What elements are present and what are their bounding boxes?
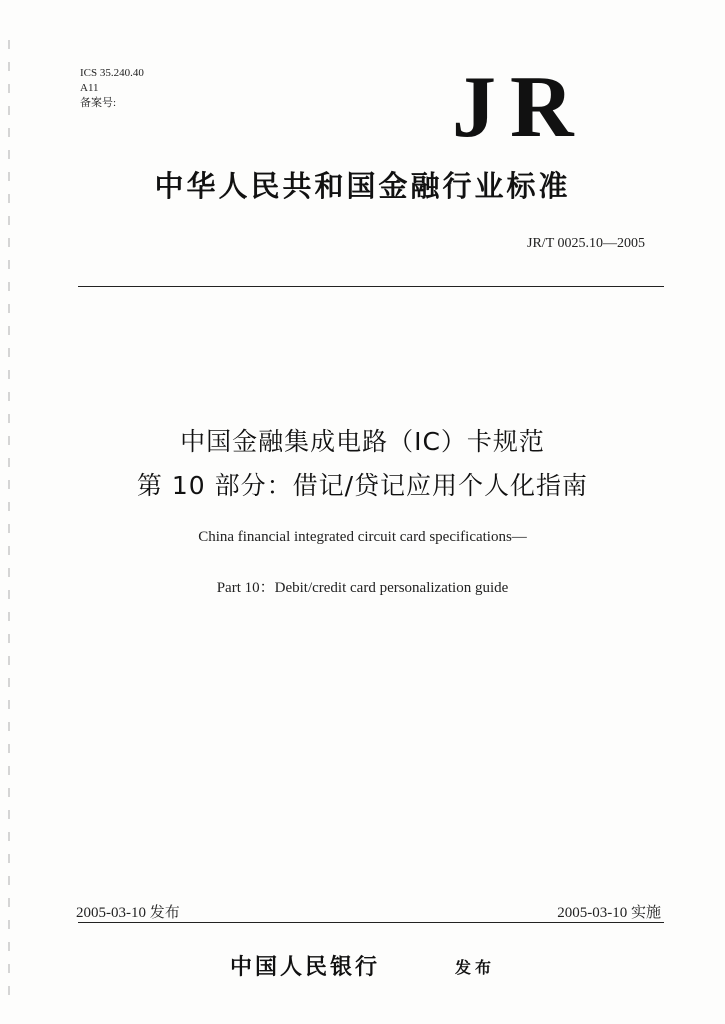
ics-code: ICS 35.240.40 xyxy=(80,67,144,79)
jr-logo: JR xyxy=(452,59,588,156)
issuer-action-label: 发布 xyxy=(455,958,496,977)
issue-date: 2005-03-10 发布 xyxy=(76,905,180,921)
ccs-code: A11 xyxy=(80,82,99,94)
document-title-en-line2: Part 10：Debit/credit card personalization guide xyxy=(216,580,509,596)
document-title-cn-line1: 中国金融集成电路（IC）卡规范 xyxy=(180,427,545,456)
standard-number: JR/T 0025.10—2005 xyxy=(527,236,645,251)
footer-divider xyxy=(78,922,664,923)
implementation-date: 2005-03-10 实施 xyxy=(557,905,661,921)
document-title-en-line1: China financial integrated circuit card specifications— xyxy=(198,529,527,545)
issuing-authority: 中国人民银行 xyxy=(230,955,381,980)
document-title-cn-line2: 第 10 部分：借记/贷记应用个人化指南 xyxy=(136,471,589,500)
classification-block xyxy=(80,66,144,111)
header-divider xyxy=(78,286,664,287)
standard-category-title: 中华人民共和国金融行业标准 xyxy=(154,169,571,203)
filing-number-label: 备案号: xyxy=(80,97,117,109)
